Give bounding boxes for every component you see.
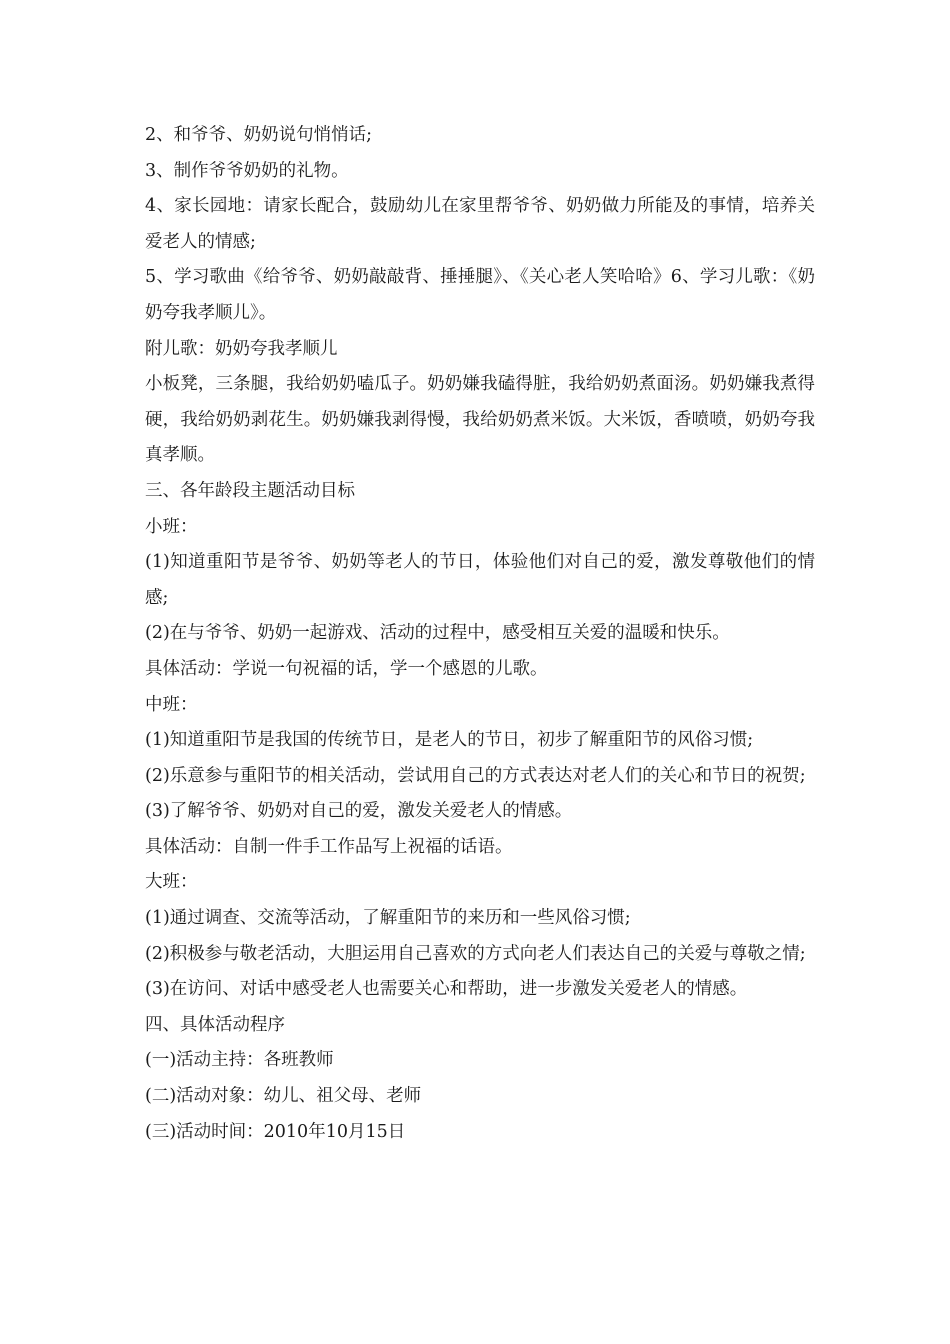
large-class-goal-3: (3)在访问、对话中感受老人也需要关心和帮助，进一步激发关爱老人的情感。 <box>145 979 748 1000</box>
paragraph-item-4: 4、家长园地：请家长配合，鼓励幼儿在家里帮爷爷、奶奶做力所能及的事情，培养关爱老人的情感; <box>145 196 815 252</box>
section-heading-4: 四、具体活动程序 <box>145 1014 285 1035</box>
appendix-title: 附儿歌：奶奶夸我孝顺儿 <box>145 338 338 359</box>
small-class-heading: 小班： <box>145 516 198 537</box>
small-class-goal-1: (1)知道重阳节是爷爷、奶奶等老人的节日，体验他们对自己的爱，激发尊敬他们的情感; <box>145 552 815 608</box>
middle-class-goal-2: (2)乐意参与重阳节的相关活动，尝试用自己的方式表达对老人们的关心和节日的祝贺; <box>145 765 806 786</box>
nursery-rhyme-text: 小板凳，三条腿，我给奶奶嗑瓜子。奶奶嫌我磕得脏，我给奶奶煮面汤。奶奶嫌我煮得硬，我给奶奶剥花生。奶奶嫌我剥得慢，我给奶奶煮米饭。大米饭，香喷喷，奶奶夸我真孝顺。 <box>145 374 815 466</box>
middle-class-activity: 具体活动：自制一件手工作品写上祝福的话语。 <box>145 836 513 857</box>
small-class-goal-2: (2)在与爷爷、奶奶一起游戏、活动的过程中，感受相互关爱的温暖和快乐。 <box>145 623 730 644</box>
paragraph-item-2: 2、和爷爷、奶奶说句悄悄话; <box>145 125 373 145</box>
middle-class-goal-3: (3)了解爷爷、奶奶对自己的爱，激发关爱老人的情感。 <box>145 801 573 822</box>
small-class-activity: 具体活动：学说一句祝福的话，学一个感恩的儿歌。 <box>145 658 548 679</box>
procedure-date: (三)活动时间：2010年10月15日 <box>145 1121 406 1142</box>
large-class-goal-1: (1)通过调查、交流等活动，了解重阳节的来历和一些风俗习惯; <box>145 908 631 929</box>
paragraph-item-5: 5、学习歌曲《给爷爷、奶奶敲敲背、捶捶腿》、《关心老人笑哈哈》6、学习儿歌：《奶奶夸我孝顺儿》。 <box>145 267 815 323</box>
paragraph-item-3: 3、制作爷爷奶奶的礼物。 <box>145 160 349 181</box>
document-body <box>145 118 815 1150</box>
large-class-goal-2: (2)积极参与敬老活动，大胆运用自己喜欢的方式向老人们表达自己的关爱与尊敬之情; <box>145 943 806 964</box>
large-class-heading: 大班： <box>145 872 198 893</box>
procedure-host: (一)活动主持：各班教师 <box>145 1050 334 1071</box>
middle-class-goal-1: (1)知道重阳节是我国的传统节日，是老人的节日，初步了解重阳节的风俗习惯; <box>145 730 754 751</box>
middle-class-heading: 中班： <box>145 694 198 715</box>
procedure-audience: (二)活动对象：幼儿、祖父母、老师 <box>145 1086 422 1107</box>
section-heading-3: 三、各年龄段主题活动目标 <box>145 480 355 501</box>
